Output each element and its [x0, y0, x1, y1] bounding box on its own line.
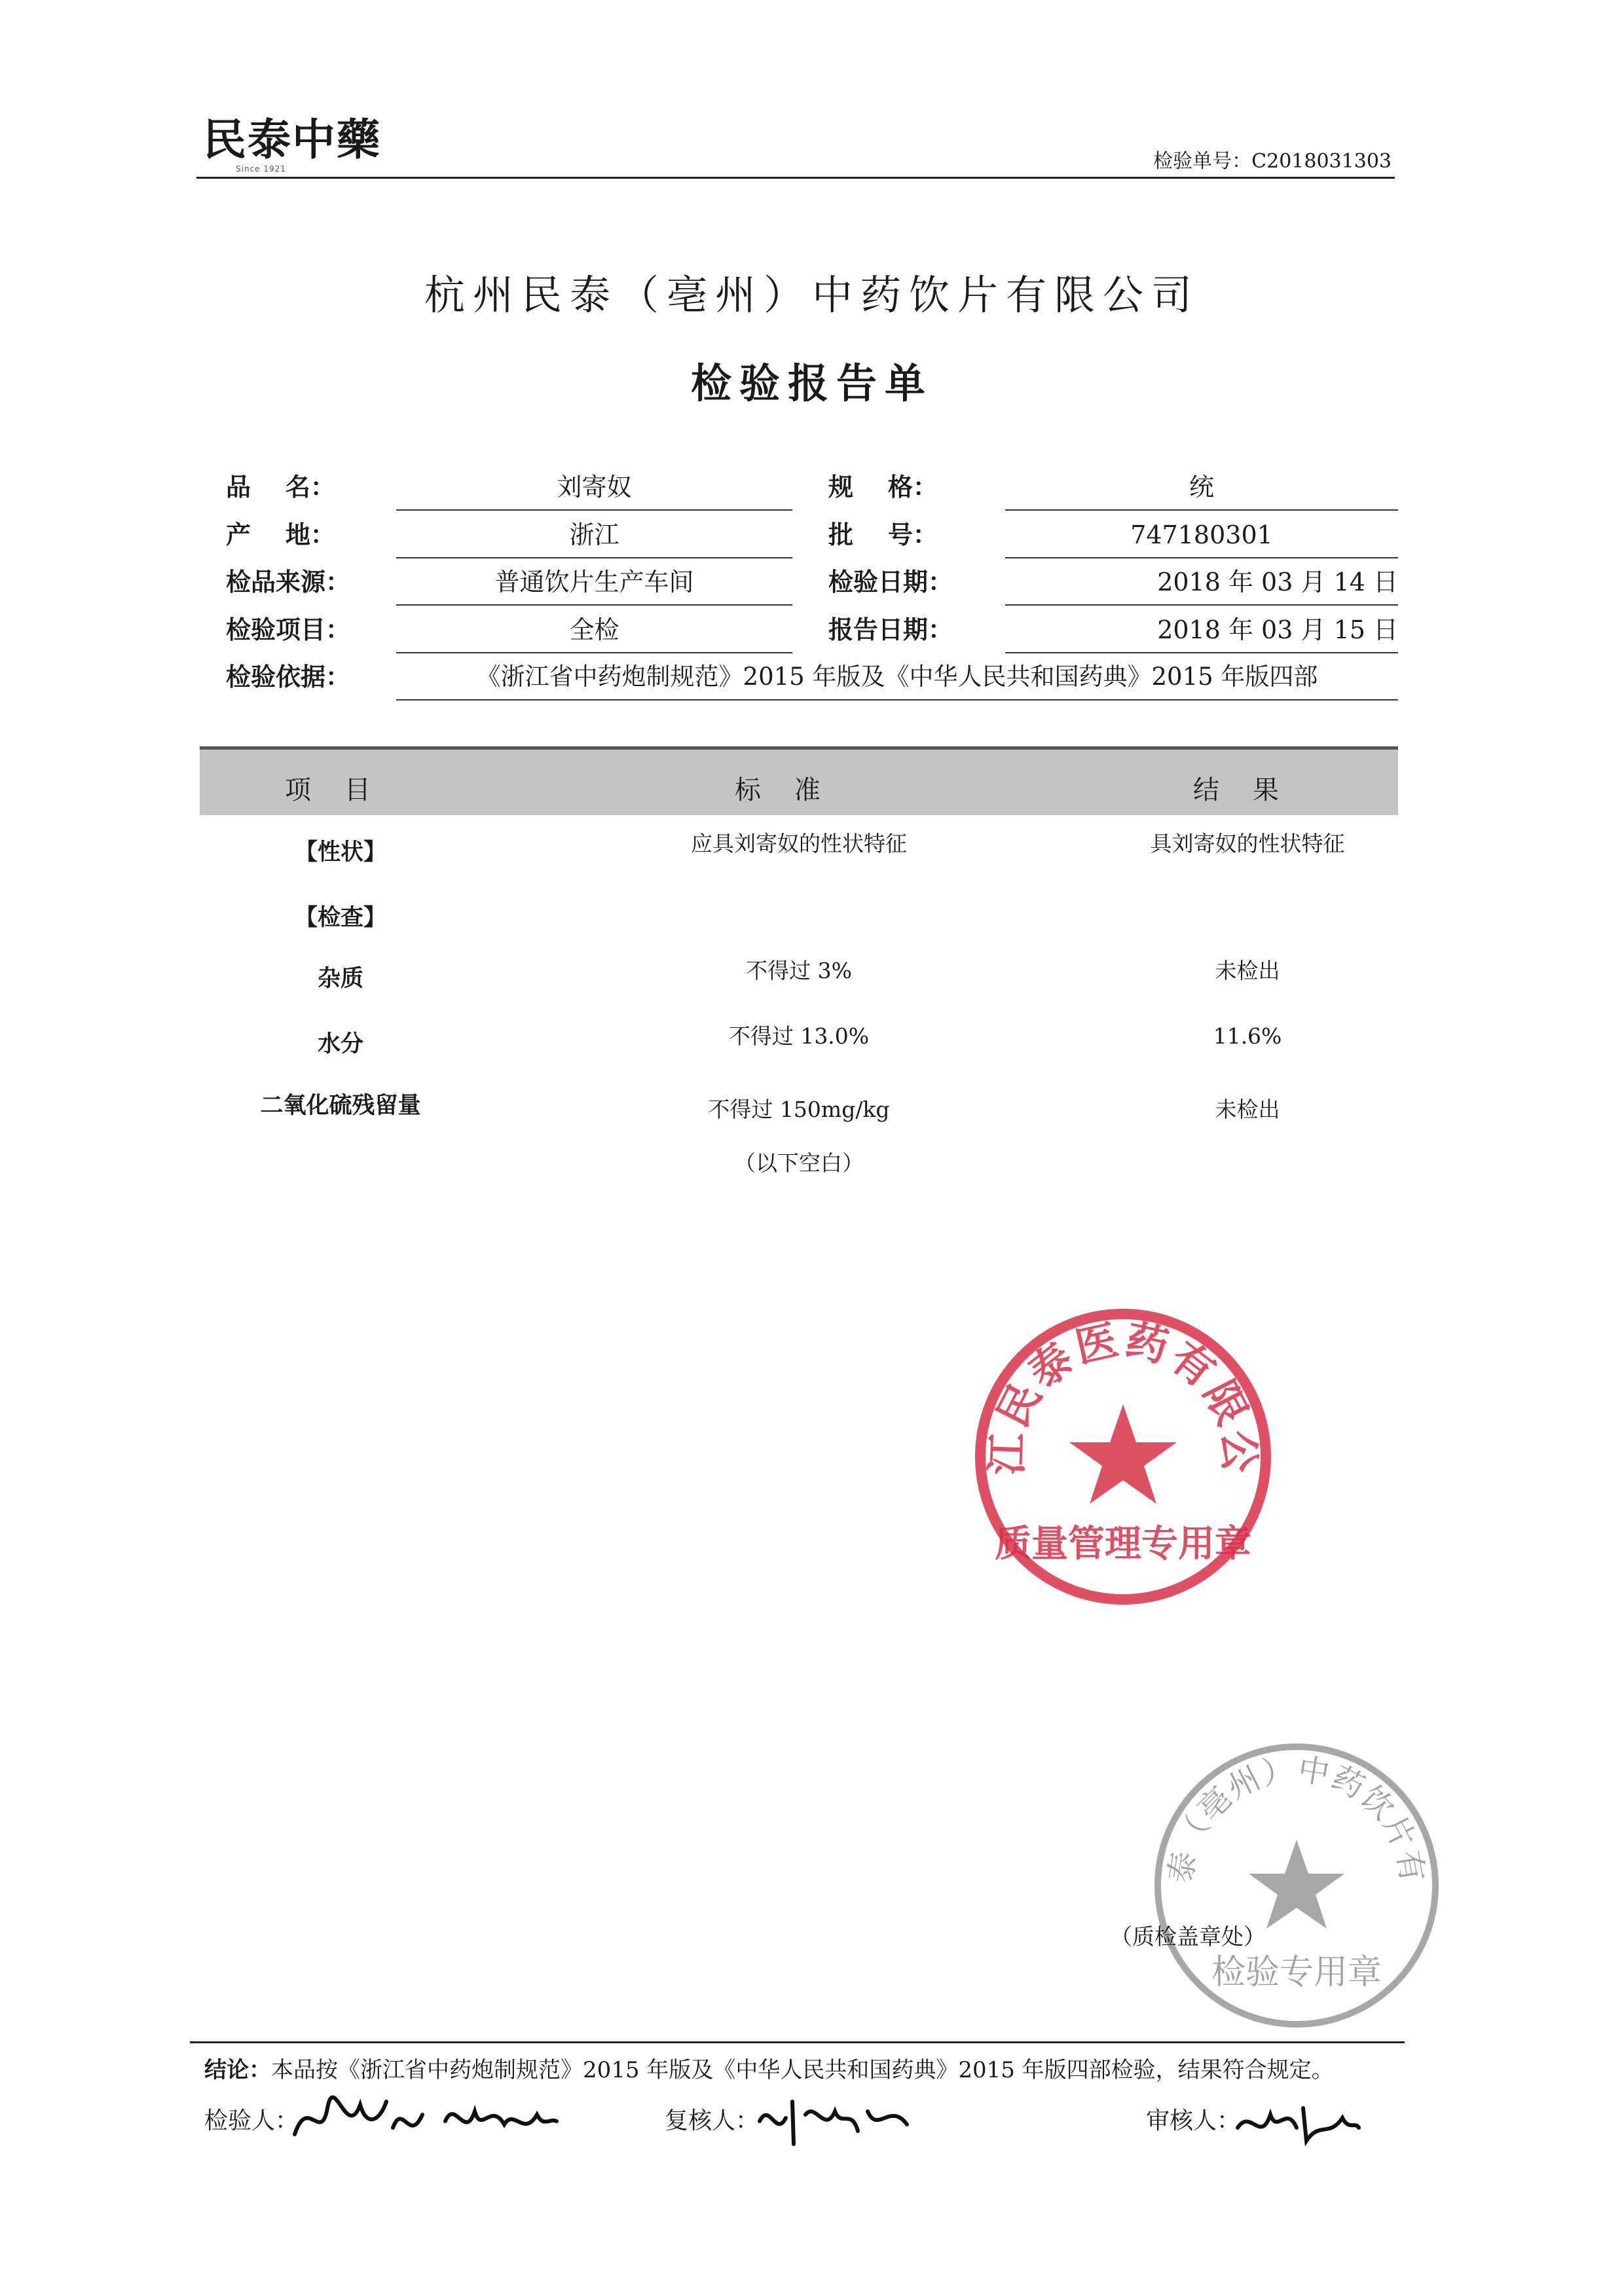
row-name-so2: 二氧化硫残留量 [260, 1093, 421, 1119]
spec-underline [1005, 509, 1398, 511]
column-header-item: 项 目 [285, 775, 371, 805]
row-result-moisture: 11.6% [1213, 1023, 1282, 1049]
origin-label: 产 地： [226, 520, 335, 549]
test-date-label: 检验日期： [828, 568, 953, 596]
origin-underline [396, 557, 792, 558]
batch-label: 批 号： [828, 520, 938, 549]
source-value: 普通饮片生产车间 [494, 568, 694, 596]
item-label: 检验项目： [226, 615, 351, 644]
test-date-value: 2018 年 03 月 14 日 [1157, 568, 1398, 596]
conclusion-label: 结论： [204, 2057, 271, 2083]
red-seal-star-icon [1069, 1404, 1177, 1504]
reviewer-signature [753, 2082, 917, 2154]
row-result-character: 具刘寄奴的性状特征 [1150, 831, 1345, 856]
reviewer-label: 复核人： [665, 2107, 760, 2134]
company-name: 杭州民泰（亳州）中药饮片有限公司 [424, 271, 1200, 319]
product-name-label: 品 名： [226, 473, 335, 501]
footer-divider [190, 2041, 1405, 2043]
conclusion [204, 2059, 1334, 2081]
basis-value: 《浙江省中药炮制规范》2015 年版及《中华人民共和国药典》2015 年版四部 [476, 663, 1318, 691]
grey-seal-inner-text: 检验专用章 [1211, 1953, 1382, 1992]
approver-label: 审核人： [1146, 2107, 1241, 2134]
inspector-label: 检验人： [204, 2107, 299, 2134]
quality-seal-red [966, 1300, 1280, 1614]
row-standard-moisture: 不得过 13.0% [728, 1023, 870, 1049]
report-date-value: 2018 年 03 月 15 日 [1157, 615, 1398, 644]
column-header-result: 结 果 [1193, 775, 1279, 805]
product-name-underline [396, 509, 792, 511]
item-value: 全检 [569, 615, 619, 644]
report-date-underline [1005, 652, 1398, 653]
row-name-inspection: 【检查】 [294, 905, 386, 931]
product-name-value: 刘寄奴 [557, 473, 632, 501]
row-name-character: 【性状】 [294, 839, 386, 866]
header-divider [196, 177, 1395, 179]
row-standard-character: 应具刘寄奴的性状特征 [691, 831, 907, 856]
report-number [1153, 152, 1392, 172]
document-title: 检验报告单 [690, 359, 933, 407]
spec-value: 统 [1189, 473, 1214, 501]
grey-seal-star-icon [1249, 1840, 1344, 1929]
row-result-impurity: 未检出 [1215, 958, 1280, 983]
stamp-placement-note: （质检盖章处） [1110, 1924, 1266, 1950]
svg-text:杭州民泰（亳州）中药饮片有限公司 [1143, 1732, 1431, 1886]
row-name-moisture: 水分 [317, 1031, 363, 1057]
origin-value: 浙江 [569, 520, 619, 549]
row-result-so2: 未检出 [1215, 1097, 1280, 1122]
basis-underline [396, 699, 1398, 701]
report-number-label: 检验单号： [1153, 150, 1252, 173]
blank-below-note: （以下空白） [734, 1150, 864, 1176]
test-date-underline [1005, 604, 1398, 606]
conclusion-text: 本品按《浙江省中药炮制规范》2015 年版及《中华人民共和国药典》2015 年版四部检验，结果符合规定。 [271, 2057, 1334, 2083]
inspection-seal-grey [1143, 1732, 1450, 2039]
source-underline [396, 604, 792, 606]
company-logo: 民泰中藥 [203, 114, 381, 165]
batch-value: 747180301 [1130, 520, 1273, 549]
inspector-signature [288, 2082, 563, 2154]
grey-seal-outer-text: 泰（亳州）中药饮片有 [1162, 1751, 1431, 1886]
batch-underline [1005, 557, 1398, 558]
row-standard-impurity: 不得过 3% [746, 958, 852, 983]
approver-signature [1231, 2082, 1362, 2154]
column-header-standard: 标 准 [735, 775, 821, 805]
red-seal-outer-text: 江民泰医药有限公 [982, 1315, 1264, 1476]
logo-subtext: Since 1921 [236, 164, 286, 173]
spec-label: 规 格： [828, 473, 938, 501]
row-name-impurity: 杂质 [317, 966, 363, 992]
red-seal-inner-text: 质量管理专用章 [995, 1523, 1251, 1565]
item-underline [396, 652, 792, 653]
row-standard-so2: 不得过 150mg/kg [708, 1097, 890, 1122]
basis-label: 检验依据： [226, 663, 351, 691]
report-date-label: 报告日期： [828, 615, 953, 644]
report-number-value: C2018031303 [1251, 150, 1392, 173]
source-label: 检品来源： [226, 568, 351, 596]
